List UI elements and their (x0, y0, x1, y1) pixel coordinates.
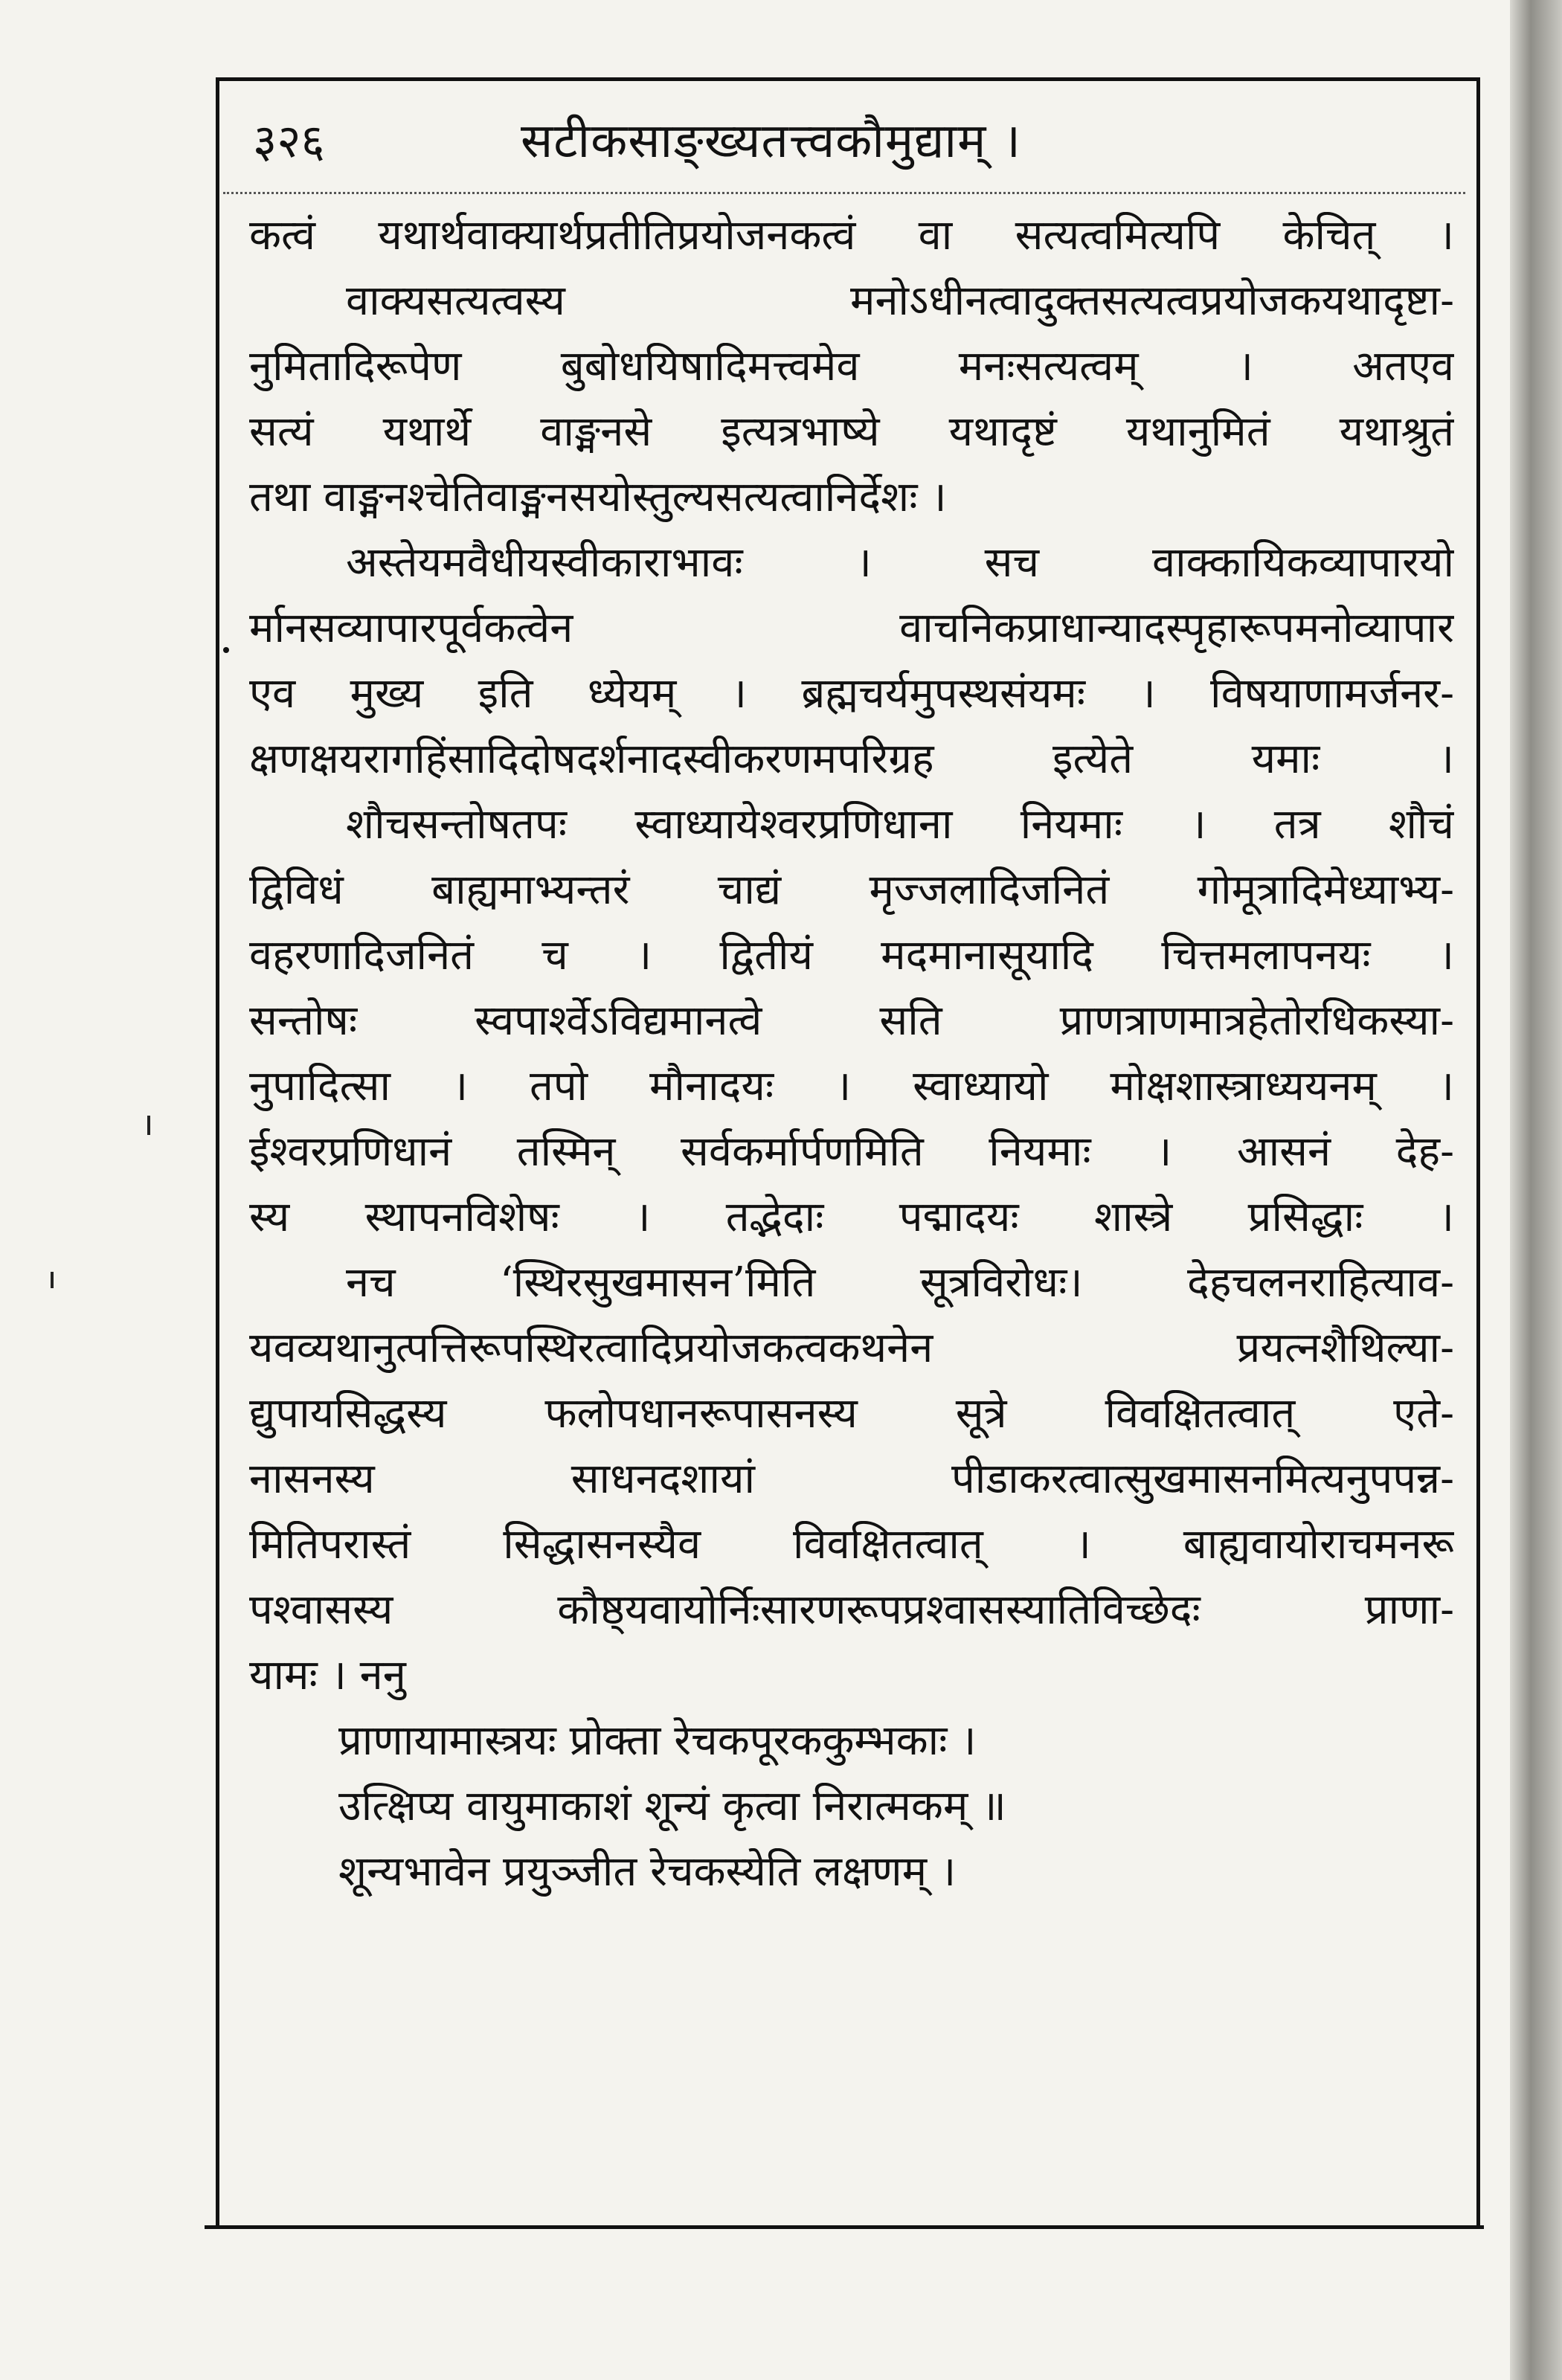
text-line: नुमितादिरूपेण बुबोधयिषादिमत्त्वमेव मनःसत्यत्वम् । अतएव (249, 343, 1454, 390)
running-title: सटीकसाङ्ख्यतत्त्वकौमुद्याम् । (521, 114, 1021, 169)
text-line: मितिपरास्तं सिद्धासनस्यैव विवक्षितत्वात् । बाह्यवायोराचमनरू (249, 1521, 1454, 1569)
text-line: कत्वं यथार्थवाक्यार्थप्रतीतिप्रयोजनकत्वं वा सत्यत्वमित्यपि केचित् । (249, 212, 1454, 260)
verse-line: उत्क्षिप्य वायुमाकाशं शून्यं कृत्वा निरात्मकम् ॥ (338, 1783, 1006, 1830)
verse-line: प्राणायामास्त्रयः प्रोक्ता रेचकपूरककुम्भकाः । (338, 1717, 977, 1765)
page-header (223, 104, 1465, 178)
text-line: वाक्यसत्यत्वस्य मनोऽधीनत्वादुक्तसत्यत्वप्रयोजकयथादृष्टा- (346, 277, 1454, 325)
margin-tick (147, 1116, 150, 1135)
text-line: शौचसन्तोषतपः स्वाध्यायेश्वरप्रणिधाना नियमाः । तत्र शौचं (346, 801, 1454, 849)
text-line: नासनस्य साधनदशायां पीडाकरत्वात्सुखमासनमित्यनुपपन्न- (249, 1456, 1454, 1503)
text-line: यवव्यथानुत्पत्तिरूपस्थिरत्वादिप्रयोजकत्वकथनेन प्रयत्नशैथिल्या- (249, 1325, 1454, 1372)
frame-bottom-rule (205, 2225, 1484, 2229)
text-line: र्मानसव्यापारपूर्वकत्वेन वाचनिकप्राधान्यादस्पृहारूपमनोव्यापार (249, 605, 1454, 652)
header-dotted-rule (223, 192, 1465, 194)
text-line: नच ‘स्थिरसुखमासन’मिति सूत्रविरोधः। देहचलनराहित्याव- (346, 1259, 1454, 1307)
margin-tick (51, 1272, 54, 1288)
page-edge-shadow (1510, 0, 1562, 2380)
page-number: ३२६ (253, 114, 325, 168)
text-line: एव मुख्य इति ध्येयम् । ब्रह्मचर्यमुपस्थसंयमः । विषयाणामर्जनर- (249, 670, 1454, 718)
text-line: तथा वाङ्मनश्चेतिवाङ्मनसयोस्तुल्यसत्यत्वानिर्देशः । (249, 474, 947, 521)
text-line: ईश्वरप्रणिधानं तस्मिन् सर्वकर्मार्पणमिति नियमाः । आसनं देह- (249, 1128, 1454, 1176)
margin-dot (223, 647, 229, 653)
text-line: क्षणक्षयरागहिंसादिदोषदर्शनादस्वीकरणमपरिग्रह इत्येते यमाः । (249, 736, 1454, 783)
text-line: द्विविधं बाह्यमाभ्यन्तरं चाद्यं मृज्जलादिजनितं गोमूत्रादिमेध्याभ्य- (249, 866, 1454, 914)
text-line: द्युपायसिद्धस्य फलोपधानरूपासनस्य सूत्रे विवक्षितत्वात् एते- (249, 1390, 1454, 1438)
verse-line: शून्यभावेन प्रयुञ्जीत रेचकस्येति लक्षणम् । (338, 1848, 957, 1896)
main-text (249, 212, 1454, 1914)
text-line: नुपादित्सा । तपो मौनादयः । स्वाध्यायो मोक्षशास्त्राध्ययनम् । (249, 1063, 1454, 1110)
text-line: पश्वासस्य कौष्ठ्यवायोर्निःसारणरूपप्रश्वासस्यातिविच्छेदः प्राणा- (249, 1586, 1454, 1634)
text-line: वहरणादिजनितं च । द्वितीयं मदमानासूयादि चित्तमलापनयः । (249, 932, 1454, 980)
text-line: सन्तोषः स्वपार्श्वेऽविद्यमानत्वे सति प्राणत्राणमात्रहेतोरधिकस्या- (249, 997, 1454, 1045)
text-line: यामः । ननु (249, 1652, 406, 1699)
text-line: सत्यं यथार्थे वाङ्मनसे इत्यत्रभाष्ये यथादृष्टं यथानुमितं यथाश्रुतं (249, 408, 1454, 456)
text-line: अस्तेयमवैधीयस्वीकाराभावः । सच वाक्कायिकव्यापारयो (346, 539, 1454, 587)
text-line: स्य स्थापनविशेषः । तद्भेदाः पद्मादयः शास्त्रे प्रसिद्धाः । (249, 1194, 1454, 1241)
